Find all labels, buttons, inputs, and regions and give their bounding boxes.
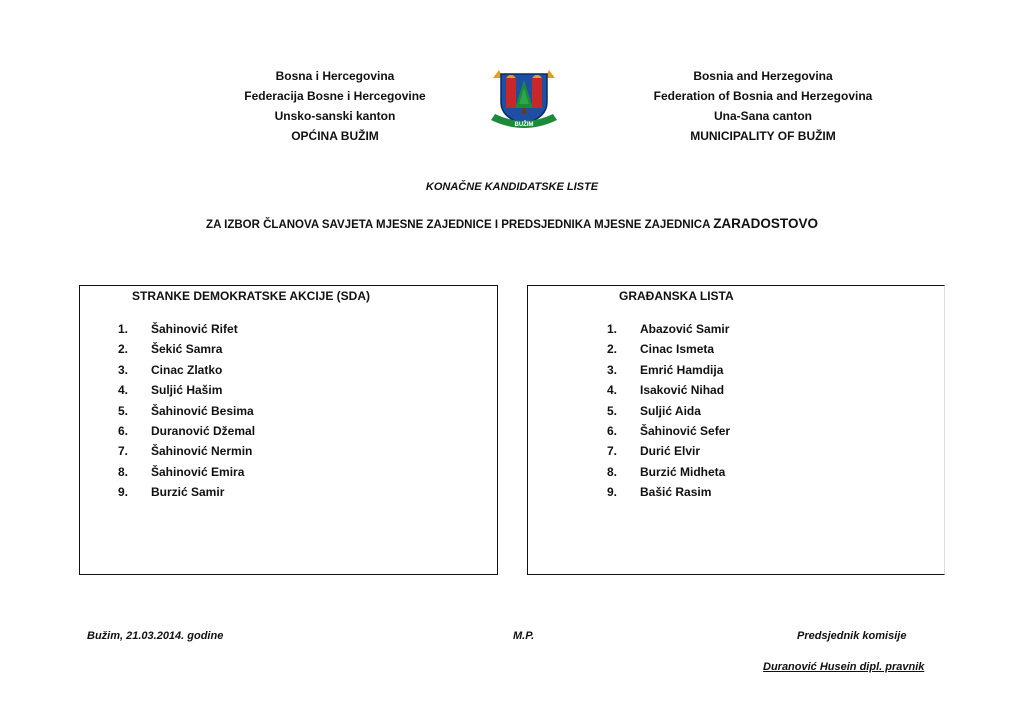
candidate-name: Isaković Nihad [640,383,725,398]
candidate-name: Suljić Hašim [151,383,223,398]
candidate-name: Šahinović Rifet [151,322,238,336]
list-item [118,421,255,441]
candidate-name: Abazović Samir [640,322,730,336]
list-item [607,441,730,461]
signer-name: Duranović Husein dipl. pravnik [763,661,925,673]
subtitle-text: ZA IZBOR ČLANOVA SAVJETA MJESNE ZAJEDNICE I PREDSJEDNIKA MJESNE ZAJEDNICA [206,219,714,231]
item-number: 7. [118,444,129,459]
item-number: 7. [607,444,618,459]
header-right-municipality: MUNICIPALITY OF BUŽIM [690,129,836,143]
header-right-country: Bosnia and Herzegovina [693,69,833,83]
item-number: 2. [118,342,129,357]
candidate-list-gradjanska [527,285,945,575]
item-number: 4. [118,383,129,398]
list-item [607,380,730,400]
subtitle-place: ZARADOSTOVO [713,216,818,231]
document-title: KONAČNE KANDIDATSKE LISTE [425,181,599,193]
header-left-federation: Federacija Bosne i Hercegovine [244,89,426,103]
item-number: 2. [607,342,618,357]
candidate-name: Burzić Midheta [640,464,726,479]
candidate-items [118,319,255,503]
item-number: 1. [118,322,129,336]
list-item [607,401,730,421]
document-subtitle [0,216,1024,231]
candidate-name: Cinac Ismeta [640,342,715,357]
candidate-name: Suljić Aida [640,403,701,418]
list-item [118,441,255,461]
header-left-country: Bosna i Hercegovina [275,69,395,83]
candidate-list-sda [79,285,498,575]
item-number: 1. [607,322,618,336]
list-item [607,462,730,482]
list-item [607,339,730,359]
candidate-name: Šahinović Sefer [640,423,731,438]
list-item [607,482,730,502]
item-number: 3. [118,362,129,377]
item-number: 6. [118,423,129,438]
header-right [633,66,893,146]
list-item [118,462,255,482]
stamp-mark: M.P. [513,630,535,642]
signer-role: Predsjednik komisije [797,630,907,642]
candidate-name: Šahinović Besima [151,403,254,418]
item-number: 3. [607,362,618,377]
list-item [118,401,255,421]
candidate-name: Bašić Rasim [640,485,712,500]
item-number: 8. [118,464,129,479]
header-right-canton: Una-Sana canton [713,109,812,123]
item-number: 4. [607,383,618,398]
list-item [607,319,730,339]
list-item [118,360,255,380]
item-number: 6. [607,423,618,438]
item-number: 9. [118,485,129,500]
header-left-municipality: OPĆINA BUŽIM [291,129,379,143]
candidate-items [607,319,730,503]
item-number: 5. [607,403,618,418]
municipality-crest-icon [489,66,559,132]
list-heading: STRANKE DEMOKRATSKE AKCIJE (SDA) [132,289,371,303]
candidate-name: Duranović Džemal [151,423,256,438]
item-number: 5. [118,403,129,418]
header-right-federation: Federation of Bosnia and Herzegovina [653,89,873,103]
header-left-canton: Unsko-sanski kanton [274,109,396,123]
list-item [607,421,730,441]
candidate-name: Durić Elvir [640,444,701,459]
candidate-name: Burzić Samir [151,485,225,500]
item-number: 9. [607,485,618,500]
crest-banner-text: BUŽIM [514,122,534,128]
list-item [607,360,730,380]
list-item [118,482,255,502]
candidate-name: Šahinović Emira [151,464,245,479]
candidate-name: Cinac Zlatko [151,362,223,377]
list-item [118,339,255,359]
candidate-name: Šahinović Nermin [151,444,253,459]
candidate-name: Šekić Samra [151,342,223,357]
list-item [118,380,255,400]
candidate-name: Emrić Hamdija [640,362,724,377]
list-heading: GRAĐANSKA LISTA [619,289,734,303]
place-date: Bužim, 21.03.2014. godine [87,630,224,642]
list-item [118,319,255,339]
header-left [205,66,465,146]
item-number: 8. [607,464,618,479]
